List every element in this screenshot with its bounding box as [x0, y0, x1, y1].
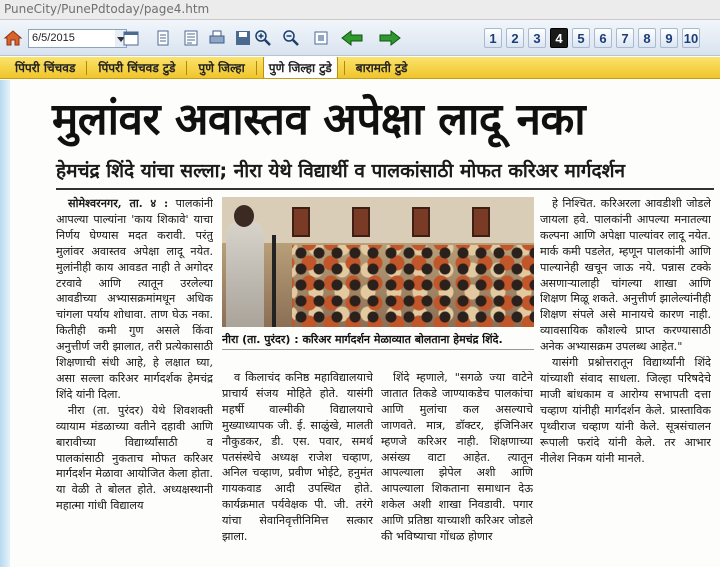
page-number-button[interactable]: 3: [528, 28, 546, 48]
zoom-in-icon: [254, 29, 272, 47]
article-column-1: [56, 196, 213, 560]
text-page-icon: [183, 30, 199, 46]
zoom-in-button[interactable]: [252, 27, 274, 49]
photo-audience: [292, 245, 534, 327]
tab-separator: [344, 61, 345, 75]
page-number-button[interactable]: 7: [616, 28, 634, 48]
article-subheadline: हेमचंद्र शिंदे यांचा सल्ला; नीरा येथे विद्यार्थी व पालकांसाठी मोफत करिअर मार्गदर्शन: [56, 160, 626, 182]
save-button[interactable]: [232, 27, 254, 49]
page-number-button[interactable]: 5: [572, 28, 590, 48]
column-3-text: शिंदे म्हणाले, "सगळे ज्या वाटेने जातात तिकडे जाण्याकडेच पालकांचा आणि मुलांचा कल असल्याचे जाणवते. मात्र, डॉक्टर, इंजिनिअर म्हणजे करिअर नाही. शिक्षणाच्या असंख्य वाटा आहेत. त्यातून आपल्याला झेपेल अशी आणि आपल्याला शिकताना समाधान देऊ शकेल अशी शाखा निवडावी. पगार आणि प्रतिष्ठा याच्याशी करिअर जोडले की भविष्याचा गोंधळ होणार: [381, 371, 533, 544]
text-view-button[interactable]: [180, 27, 202, 49]
column-1-text: पालकांनी आपल्या पाल्यांना 'काय शिकावे' याचा निर्णय घेण्यास मदत करावी. परंतु मुलांवर अवास्तव अपेक्षा लादू नयेत. मुलांनीही काय आवडत नाही ते अगोदर टरवावे आणि त्यातून उरलेल्या आवडीच्या अभ्यासक्रमांमधून अधिक चांगला पर्याय शोधावा. ताण घेऊ नका. कितीही कमी गुण असले किंवा अनुत्तीर्ण जरी झालात, तरी प्रत्येकासाठी शिक्षणाची संधी आहे, हे लक्षात घ्या, असा सल्ला करिअर मार्गदर्शक हेमचंद्र शिंदे यांनी दिला.: [56, 197, 213, 401]
tab-separator: [86, 61, 87, 75]
article-column-4: [540, 196, 711, 560]
column-1-text-b: नीरा (ता. पुरंदर) येथे शिवशक्ती व्यायाम मंडळाच्या वतीने दहावी आणि बारावीच्या विद्यार्थ्यांसाठी व पालकांसाठी नुकताच मोफत करिअर मार्गदर्शन मेळावा आयोजित केला होता. या वेळी ते बोलत होते. अध्यक्षस्थानी महात्मा गांधी विद्यालय: [56, 403, 213, 513]
calendar-icon: [123, 30, 139, 46]
window-title: PuneCity/PunePdtoday/page4.htm: [4, 2, 210, 16]
photo-caption: नीरा (ता. पुरंदर) : करिअर मार्गदर्शन मेळाव्यात बोलताना हेमचंद्र शिंदे.: [222, 330, 534, 350]
page-number-button[interactable]: 6: [594, 28, 612, 48]
column-4-text: हे निश्चित. करिअरला आवडीशी जोडले जायला हवे. पालकांनी आपल्या मनातल्या कल्पना आणि अपेक्षा पाल्यांवर लादू नयेत. मार्क कमी पडलेत, म्हणून पालकांनी आणि पाल्यानेही खचून जाऊ नये. पन्नास टक्के असणाऱ्यालाही चांगल्या शाखा आणि शिक्षण मिळू शकते. अनुत्तीर्ण झालेल्यांनीही शिक्षण संपले असे मानायचे कारण नाही. व्यावसायिक कौशल्ये प्राप्त करण्यासाठी अनेक अभ्यासक्रम उपलब्ध आहेत.": [540, 197, 711, 354]
page-icon: [155, 30, 171, 46]
photo-window: [472, 207, 490, 237]
photo-window: [352, 207, 370, 237]
page-number-list: [484, 28, 700, 48]
article-photo: [222, 197, 534, 327]
tab-separator: [186, 61, 187, 75]
save-icon: [235, 30, 251, 46]
print-button[interactable]: [206, 27, 228, 49]
column-4-text-b: यासंगी प्रश्नोत्तरातून विद्यार्थ्यांनी शिंदे यांच्याशी संवाद साधला. जिल्हा परिषदेचे माजी बांधकाम व आरोग्य सभापती दत्ता चव्हाण यांनीही मार्गदर्शन केले. प्रास्ताविक पृथ्वीराज चव्हाण यांनी केले. सूत्रसंचालन रूपाली फरांदे यांनी केले. तर आभार नीलेश निकम यांनी मानले.: [540, 356, 711, 465]
section-tab[interactable]: पुणे जिल्हा: [198, 61, 245, 75]
section-tab[interactable]: पुणे जिल्हा टुडे: [263, 57, 338, 79]
page-number-button[interactable]: 10: [682, 28, 700, 48]
next-page-button[interactable]: [376, 27, 404, 49]
headline-rule: [56, 188, 714, 190]
section-tab[interactable]: पिंपरी चिंचवड: [15, 61, 76, 75]
photo-speaker: [226, 221, 264, 327]
fit-page-icon: [313, 30, 329, 46]
arrow-right-icon: [378, 29, 402, 47]
page-number-button[interactable]: 2: [506, 28, 524, 48]
arrow-left-icon: [340, 29, 364, 47]
fit-page-button[interactable]: [310, 27, 332, 49]
page-number-button[interactable]: 1: [484, 28, 502, 48]
zoom-out-button[interactable]: [280, 27, 302, 49]
photo-window: [412, 207, 430, 237]
side-scroll-strip[interactable]: [0, 80, 10, 567]
article-column-3: [381, 370, 533, 560]
home-icon: [3, 28, 23, 48]
photo-mic-stand: [272, 235, 276, 327]
article-column-2: [222, 370, 373, 560]
date-input[interactable]: 6/5/2015: [28, 29, 116, 48]
single-page-button[interactable]: [152, 27, 174, 49]
column-2-text: व किलाचंद कनिष्ठ महाविद्यालयाचे प्राचार्य संजय मोहिते होते. यासंगी महर्षी वाल्मीकी विद्यालयाचे मुख्याध्यापक जी. ई. साळुंखे, मालती नौकुडकर, डी. एस. पवार, समर्थ पतसंस्थेचे अध्यक्ष राजेश चव्हाण, अनिल चव्हाण, प्रवीण भोईटे, हनुमंत गायकवाड आदी उपस्थित होते. कार्यक्रमात पर्यवेक्षक पी. जी. तरंगे यांचा सेवानिवृत्तीनिमित्त सत्कार झाला.: [222, 371, 373, 544]
previous-page-button[interactable]: [338, 27, 366, 49]
zoom-out-icon: [282, 29, 300, 47]
page-number-button[interactable]: 8: [638, 28, 656, 48]
section-tab[interactable]: पिंपरी चिंचवड टुडे: [98, 61, 176, 75]
viewer-toolbar: [0, 20, 720, 56]
window-title-bar: [0, 0, 720, 20]
page-number-button[interactable]: 9: [660, 28, 678, 48]
calendar-button[interactable]: [120, 27, 142, 49]
article-headline: मुलांवर अवास्तव अपेक्षा लादू नका: [52, 94, 586, 145]
article-dateline: सोमेश्वरनगर, ता. ४ :: [68, 196, 169, 210]
photo-speaker-head: [234, 205, 254, 227]
photo-window: [292, 207, 310, 237]
page-number-button[interactable]: 4: [550, 28, 568, 48]
tab-separator: [256, 61, 257, 75]
print-icon: [208, 30, 226, 46]
home-button[interactable]: [2, 27, 24, 49]
section-tabs: [0, 57, 720, 79]
section-tab[interactable]: बारामती टुडे: [355, 61, 408, 75]
